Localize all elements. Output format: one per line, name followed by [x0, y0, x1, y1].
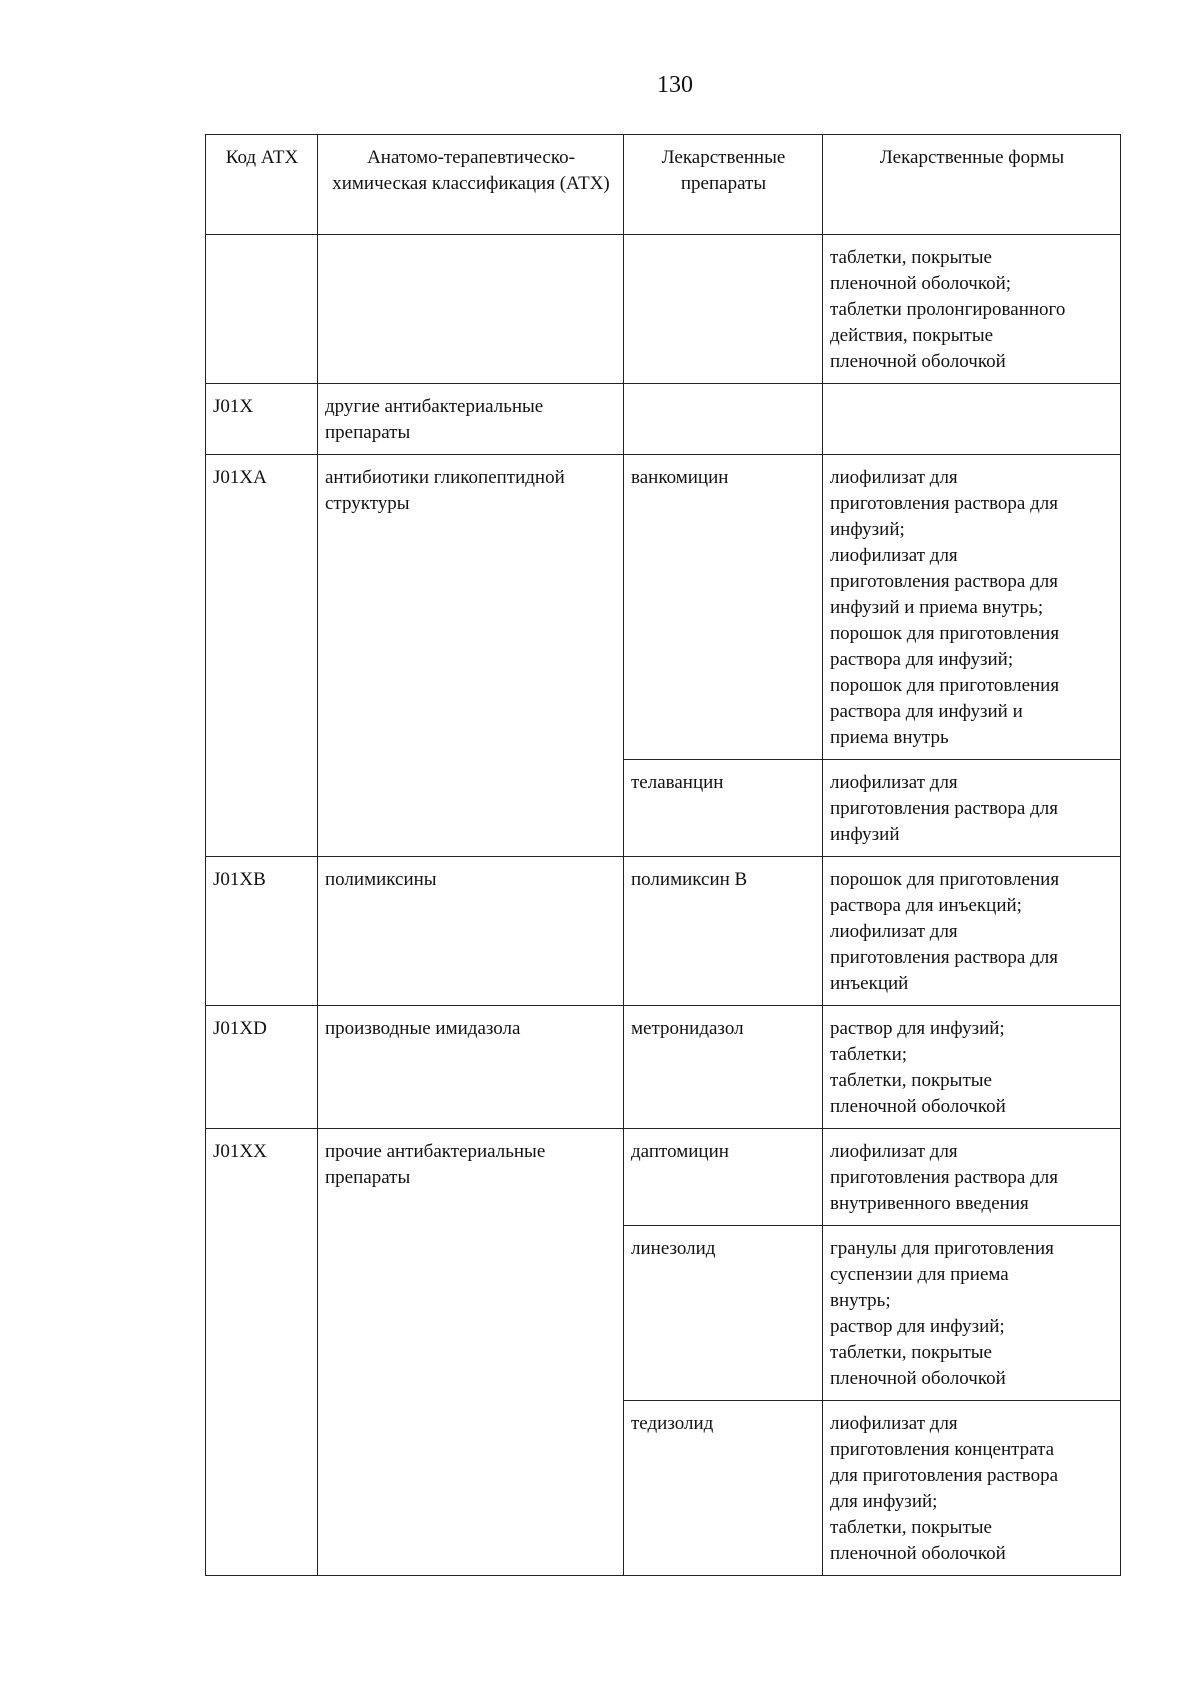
page-number: 130 — [657, 72, 693, 98]
atc-code-cell: J01XB — [206, 857, 318, 1006]
dosage-forms-cell: лиофилизат для приготовления раствора для инфузий — [823, 760, 1121, 857]
table-header-row — [206, 135, 1121, 235]
drug-cell: метронидазол — [624, 1006, 823, 1129]
drug-cell: телаванцин — [624, 760, 823, 857]
table-row — [206, 235, 1121, 384]
drug-cell: тедизолид — [624, 1401, 823, 1576]
classification-cell: производные имидазола — [318, 1006, 624, 1129]
atc-code-cell: J01X — [206, 384, 318, 455]
header-atc-classification: Анатомо-терапевтическо-химическая классификация (АТХ) — [318, 135, 624, 235]
atc-code-cell — [206, 235, 318, 384]
dosage-forms-cell: порошок для приготовления раствора для инъекций; лиофилизат для приготовления раствора для инъекций — [823, 857, 1121, 1006]
drug-cell: полимиксин В — [624, 857, 823, 1006]
table-row — [206, 857, 1121, 1006]
classification-cell — [318, 235, 624, 384]
drug-cell: ванкомицин — [624, 455, 823, 760]
table-row — [206, 1129, 1121, 1226]
header-drugs: Лекарственные препараты — [624, 135, 823, 235]
dosage-forms-cell: лиофилизат для приготовления концентрата для приготовления раствора для инфузий; таблетки, покрытые пленочной оболочкой — [823, 1401, 1121, 1576]
classification-cell: антибиотики гликопептидной структуры — [318, 455, 624, 857]
dosage-forms-cell: таблетки, покрытые пленочной оболочкой; таблетки пролонгированного действия, покрытые пленочной оболочкой — [823, 235, 1121, 384]
atc-drug-table — [205, 134, 1121, 1576]
atc-code-cell: J01XD — [206, 1006, 318, 1129]
atc-code-cell: J01XA — [206, 455, 318, 857]
table-row — [206, 1006, 1121, 1129]
drug-cell: даптомицин — [624, 1129, 823, 1226]
classification-cell: полимиксины — [318, 857, 624, 1006]
dosage-forms-cell: гранулы для приготовления суспензии для приема внутрь; раствор для инфузий; таблетки, покрытые пленочной оболочкой — [823, 1226, 1121, 1401]
dosage-forms-cell: раствор для инфузий; таблетки; таблетки, покрытые пленочной оболочкой — [823, 1006, 1121, 1129]
drug-cell — [624, 384, 823, 455]
header-atc-code: Код АТХ — [206, 135, 318, 235]
classification-cell: прочие антибактериальные препараты — [318, 1129, 624, 1576]
drug-cell — [624, 235, 823, 384]
header-dosage-forms: Лекарственные формы — [823, 135, 1121, 235]
table-row — [206, 384, 1121, 455]
dosage-forms-cell: лиофилизат для приготовления раствора для внутривенного введения — [823, 1129, 1121, 1226]
classification-cell: другие антибактериальные препараты — [318, 384, 624, 455]
dosage-forms-cell: лиофилизат для приготовления раствора для инфузий; лиофилизат для приготовления раствора для инфузий и приема внутрь; порошок для приготовления раствора для инфузий; порошок для приготовления раствора для инфузий и приема внутрь — [823, 455, 1121, 760]
dosage-forms-cell — [823, 384, 1121, 455]
drug-cell: линезолид — [624, 1226, 823, 1401]
atc-code-cell: J01XX — [206, 1129, 318, 1576]
table-row — [206, 455, 1121, 760]
